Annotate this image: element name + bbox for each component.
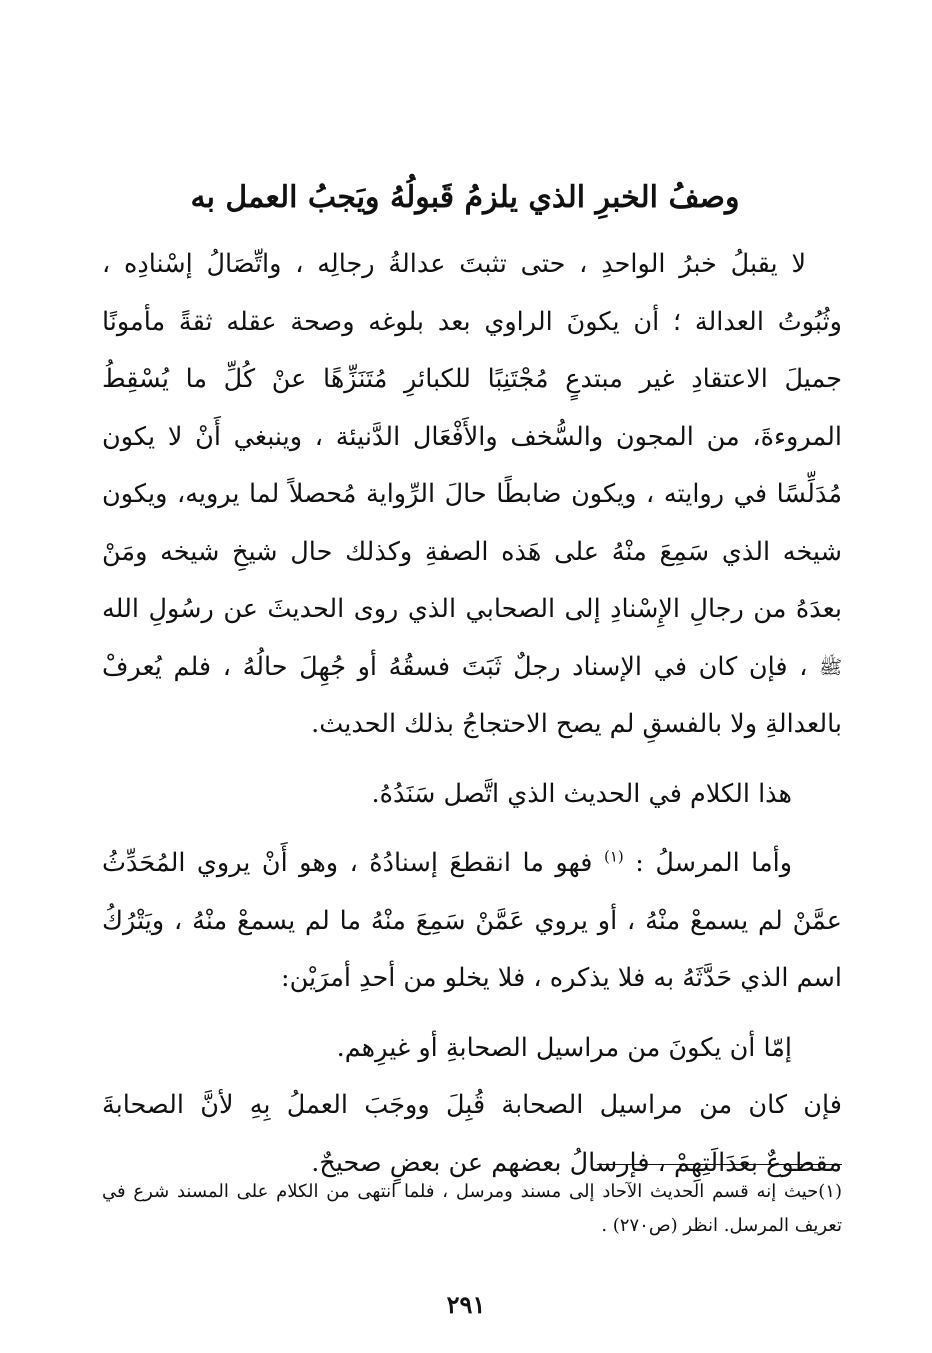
paragraph-conditions: [102, 236, 842, 754]
section-title: وصفُ الخبرِ الذي يلزمُ قَبولُهُ ويَجبُ العمل به: [190, 180, 740, 215]
footnote-reference[interactable]: (١): [604, 847, 624, 866]
paragraph-text-continued: ، فإن كان في الإسناد رجلٌ ثَبَتَ فسقُهُ أو جُهِلَ حالُهُ ، فلم يُعرفْ بالعدالةِ ولا بالفسقِ لم يصح الاحتجاجُ بذلك الحديث.: [102, 651, 842, 740]
footnote-text: حيث إنه قسم الحديث الآحاد إلى مسند ومرسل ، فلما انتهى من الكلام على المسند شرع في تعريف المرسل. انظر (ص٢٧٠) .: [102, 1181, 842, 1236]
paragraph-mursal-definition: [102, 835, 842, 1008]
footnote-marker: (١): [818, 1181, 842, 1202]
paragraph-lead: وأما المرسلُ :: [635, 848, 793, 879]
paragraph-first-case: إمّا أن يكونَ من مراسيل الصحابةِ أو غيرِهم.: [336, 1032, 792, 1063]
footnote: [102, 1175, 842, 1243]
paragraph-companions: فإن كان من مراسيل الصحابة قُبِلَ ووجَبَ العملُ بِهِ لأنَّ الصحابةَ مقطوعٌ بعَدَالَتِهِمْ ، فإرسالُ بعضهم عن بعضٍ صحيحٌ.: [102, 1090, 842, 1178]
footnote-divider: [597, 1164, 842, 1165]
salawat-glyph: ﷺ: [819, 655, 843, 678]
paragraph-connected-chain: هذا الكلام في الحديث الذي اتَّصل سَنَدُهُ.: [371, 778, 792, 809]
page-number: ٢٩١: [446, 1290, 486, 1319]
paragraph-text: فهو ما انقطعَ إسنادُهُ ، وهو أَنْ يروي المُحَدِّثُ عمَّنْ لم يسمعْ منْهُ ، أو يروي عَمَّنْ سَمِعَ منْهُ ما لم يسمعْ منْهُ ، ويَتْرُكُ اسم الذي حَدَّثَهُ به فلا يذكره ، فلا يخلو من أحدِ أمرَيْن:: [102, 848, 842, 994]
paragraph-text: لا يقبلُ خبرُ الواحدِ ، حتى تثبتَ عدالةُ رجالِه ، واتِّصَالُ إسْنادِه ، وثُبُوتُ العدالة ؛ أن يكونَ الراوي بعد بلوغه وصحة عقله ثقةً مأمونًا جميلَ الاعتقادِ غير مبتدعٍ مُجْتَنِبًا للكبائرِ مُتَنَزِّهًا عنْ كُلِّ ما يُسْقِطُ المروءةَ، من المجون والسُّخف والأَفْعَال الدَّنيئة ، وينبغي أَنْ لا يكون مُدَلِّسًا في روايته ، ويكون ضابطًا حالَ الرِّواية مُحصلاً لما يرويه، ويكون شيخه الذي سَمِعَ منْهُ على هَذه الصفةِ وكذلك حال شيخِ شيخه ومَنْ بعدَهُ من رجالِ الإِسْنادِ إلى الصحابي الذي روى الحديثَ عن رسُولِ الله: [102, 249, 842, 624]
main-text: [102, 236, 842, 1192]
